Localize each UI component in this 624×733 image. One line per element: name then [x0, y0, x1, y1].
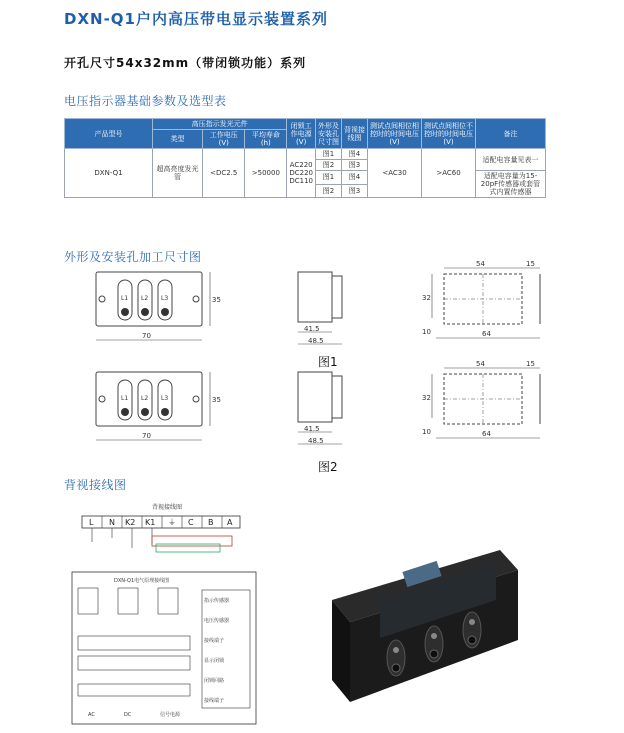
cell-note-1: 适配电容量见表一 — [476, 149, 546, 171]
cell-life: >50000 — [245, 149, 287, 198]
cutout-width: 54 — [476, 360, 485, 368]
cutout-margin: 15 — [526, 260, 535, 268]
dim-depth-1: 41.5 — [304, 425, 320, 433]
th-lock-voltage: 闭锁工作电源(V) — [287, 119, 316, 149]
figure-caption-1: 图1 — [318, 355, 338, 369]
wiring-diagram — [64, 498, 264, 728]
th-test-off: 测试点间相位不控时的时间电压(V) — [422, 119, 476, 149]
terminal-strip — [82, 516, 240, 528]
cell-product: DXN-Q1 — [65, 149, 153, 198]
figure-caption-2: 图2 — [318, 460, 338, 474]
dim-width: 70 — [142, 332, 151, 340]
terminal-label: L — [89, 518, 94, 527]
section-dims-heading: 外形及安装孔加工尺寸图 — [64, 250, 202, 264]
product-photo — [320, 530, 540, 720]
legend-item: 电压传感器 — [204, 618, 230, 624]
lock-v-1: AC220 — [289, 161, 313, 170]
cutout-height: 32 — [422, 394, 431, 402]
terminal-label: C — [188, 518, 194, 527]
cell-outline: 图1 — [316, 171, 342, 185]
th-life: 平均寿命(h) — [245, 130, 287, 149]
th-outline: 外形及安装孔尺寸图 — [316, 119, 342, 149]
front-view-1 — [90, 270, 230, 350]
dim-depth-2: 48.5 — [308, 337, 324, 345]
dim-width: 70 — [142, 432, 151, 440]
cell-test-on: <AC30 — [368, 149, 422, 198]
legend-item: 指示传感器 — [204, 598, 230, 604]
lock-v-2: DC220 — [289, 169, 313, 178]
spec-table — [64, 118, 546, 198]
terminal-label: ⏚ — [168, 518, 176, 527]
cell-outline: 图1 — [316, 149, 342, 160]
led-label-1: L1 — [121, 295, 129, 302]
terminal-label: N — [109, 518, 115, 527]
cell-type: 超高亮度发光管 — [153, 149, 203, 198]
terminal-label: B — [208, 518, 214, 527]
bottom-label: 信号电源 — [160, 712, 181, 718]
side-view-1 — [290, 270, 360, 350]
page-title: DXN-Q1户内高压带电显示装置系列 — [64, 10, 328, 28]
th-led-group: 高压指示发光元件 — [153, 119, 287, 130]
lock-v-3: DC110 — [289, 177, 313, 186]
cell-voltage: <DC2.5 — [203, 149, 245, 198]
terminal-label: K2 — [125, 518, 136, 527]
led-label-3: L3 — [161, 295, 169, 302]
cell-outline: 图2 — [316, 184, 342, 198]
bottom-label: AC — [88, 712, 95, 718]
led-label-2: L2 — [141, 295, 149, 302]
cell-wiring: 图3 — [342, 184, 368, 198]
cell-lock-v — [287, 149, 316, 198]
cell-outline: 图2 — [316, 160, 342, 171]
schematic-panel — [72, 572, 256, 724]
legend-item: 闭锁回路 — [204, 678, 225, 684]
th-note: 备注 — [476, 119, 546, 149]
th-test-on: 测试点间相位相控时的时间电压(V) — [368, 119, 422, 149]
dim-height: 35 — [212, 296, 221, 304]
th-voltage: 工作电压(V) — [203, 130, 245, 149]
led-label-1: L1 — [121, 395, 129, 402]
cutout-view-1 — [418, 256, 558, 346]
bottom-label: DC — [124, 712, 132, 718]
schematic-title: DXN-Q1电气原理接线图 — [114, 578, 170, 584]
dim-depth-1: 41.5 — [304, 325, 320, 333]
th-type: 类型 — [153, 130, 203, 149]
cell-test-off: >AC60 — [422, 149, 476, 198]
legend-item: 接线端子 — [204, 698, 225, 704]
cutout-offset: 10 — [422, 328, 431, 336]
led-label-2: L2 — [141, 395, 149, 402]
cutout-total: 64 — [482, 430, 491, 438]
terminal-label: A — [227, 518, 233, 527]
th-product: 产品型号 — [65, 119, 153, 149]
terminal-label: K1 — [145, 518, 156, 527]
cell-wiring: 图3 — [342, 160, 368, 171]
th-wiring: 背视接线图 — [342, 119, 368, 149]
cell-note-2: 适配电容量为15-20pF传感器或套管式内置传感器 — [476, 171, 546, 198]
front-view-2 — [90, 370, 230, 450]
led-label-3: L3 — [161, 395, 169, 402]
dim-depth-2: 48.5 — [308, 437, 324, 445]
cell-wiring: 图4 — [342, 149, 368, 160]
page-subtitle: 开孔尺寸54x32mm（带闭锁功能）系列 — [64, 56, 307, 70]
section-wiring-heading: 背视接线图 — [64, 478, 127, 492]
cutout-view-2 — [418, 356, 558, 446]
cutout-height: 32 — [422, 294, 431, 302]
wiring-header: 背视接线图 — [152, 504, 183, 511]
legend-item: 接线端子 — [204, 638, 225, 644]
cutout-width: 54 — [476, 260, 485, 268]
dim-height: 35 — [212, 396, 221, 404]
legend-item: 显示闭锁 — [204, 658, 225, 664]
cutout-offset: 10 — [422, 428, 431, 436]
connection-wires — [92, 528, 232, 552]
cutout-total: 64 — [482, 330, 491, 338]
cutout-margin: 15 — [526, 360, 535, 368]
cell-wiring: 图4 — [342, 171, 368, 185]
section-params-heading: 电压指示器基础参数及选型表 — [64, 94, 227, 108]
side-view-2 — [290, 370, 360, 450]
